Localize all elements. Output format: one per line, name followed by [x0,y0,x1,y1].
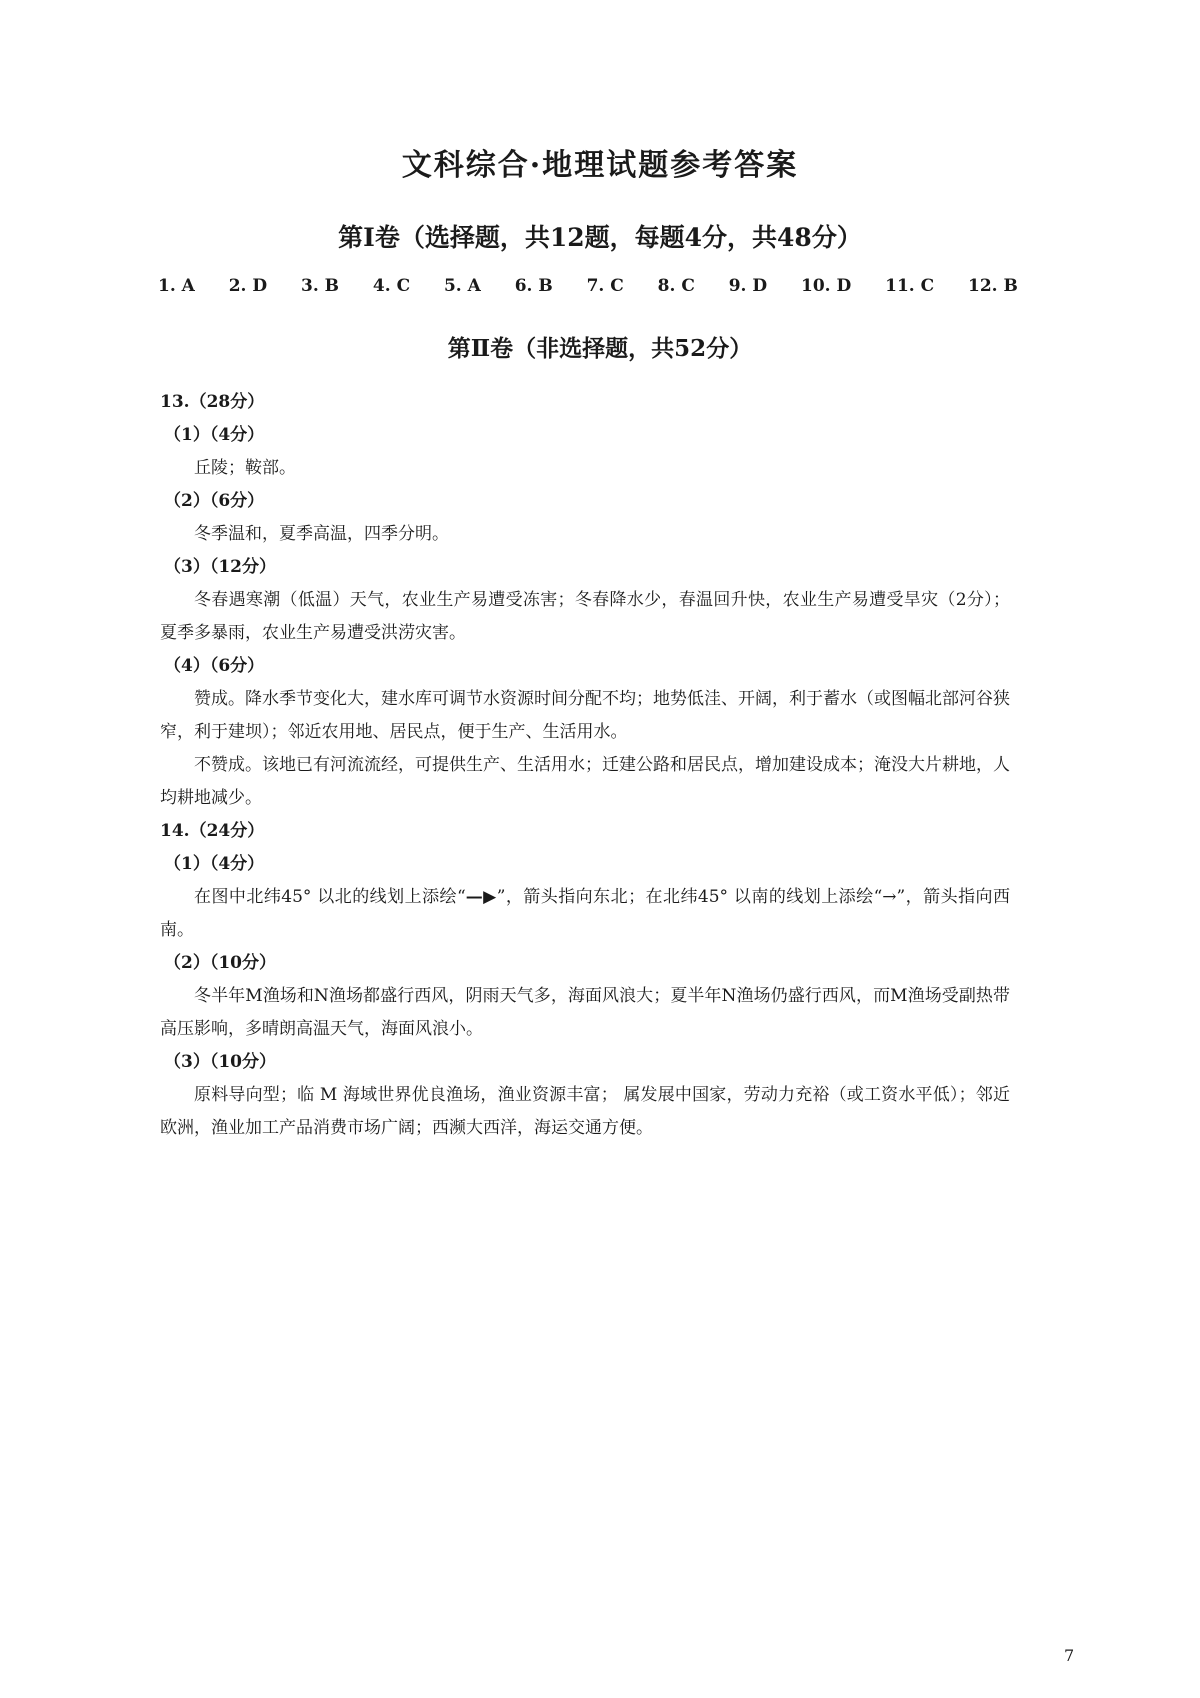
q13-part1-label: （1）（4分） [164,425,265,445]
q13-part2-label: （2）（6分） [164,491,265,511]
q14-part1-text-c: ”，箭头指向西南。 [160,887,1010,940]
section1-heading: 第Ⅰ卷（选择题，共12题，每题4分，共48分） [338,223,862,252]
answer-item: 11. C [885,276,935,296]
answer-item: 10. D [801,276,852,296]
thin-arrow-icon: → [882,887,897,907]
q13-part3-answer: 冬春遇寒潮（低温）天气，农业生产易遭受冻害；冬春降水少，春温回升快，农业生产易遭受旱灾（2分）；夏季多暴雨，农业生产易遭受洪涝灾害。 [160,590,1010,643]
multiple-choice-answers [158,276,1018,296]
q14-part3-label: （3）（10分） [164,1052,276,1072]
q13-part3-label: （3）（12分） [164,557,276,577]
q13-part1-answer: 丘陵；鞍部。 [194,458,296,478]
question-13-label: 13.（28分） [160,392,265,412]
section2-heading: 第Ⅱ卷（非选择题，共52分） [447,335,753,362]
answer-item: 12. B [968,276,1018,296]
answer-item: 2. D [228,276,268,296]
q13-part4-label: （4）（6分） [164,656,265,676]
q14-part2-answer: 冬半年M渔场和N渔场都盛行西风，阴雨天气多，海面风浪大；夏半年N渔场仍盛行西风，而M渔场受副热带高压影响，多晴朗高温天气，海面风浪小。 [160,986,1010,1039]
q14-part3-answer: 原料导向型；临 M 海域世界优良渔场，渔业资源丰富； 属发展中国家，劳动力充裕（或工资水平低）；邻近欧洲，渔业加工产品消费市场广阔；西濒大西洋，海运交通方便。 [160,1085,1010,1138]
answer-item: 1. A [158,276,195,296]
q14-part1-text-b: ”，箭头指向东北；在北纬45° 以南的线划上添绘“ [496,887,883,907]
q13-part4-answer-agree: 赞成。降水季节变化大，建水库可调节水资源时间分配不均；地势低洼、开阔，利于蓄水（或图幅北部河谷狭窄，利于建坝）；邻近农用地、居民点，便于生产、生活用水。 [160,689,1010,742]
answer-item: 6. B [514,276,553,296]
answer-item: 3. B [301,276,340,296]
question-14-label: 14.（24分） [160,821,265,841]
q14-part2-label: （2）（10分） [164,953,276,973]
q14-part1-label: （1）（4分） [164,854,265,874]
answer-item: 5. A [443,276,481,296]
answer-item: 8. C [657,276,695,296]
answer-item: 9. D [728,276,768,296]
answer-content [160,386,1010,1145]
q13-part2-answer: 冬季温和，夏季高温，四季分明。 [194,524,449,544]
q14-part1-text-a: 在图中北纬45° 以北的线划上添绘“ [194,887,466,907]
q14-part1-answer [160,881,1010,947]
page-number: 7 [1064,1646,1075,1665]
answer-item: 4. C [372,276,411,296]
q13-part4-answer-disagree: 不赞成。该地已有河流流经，可提供生产、生活用水；迁建公路和居民点，增加建设成本；淹没大片耕地，人均耕地减少。 [160,755,1010,808]
page-title: 文科综合·地理试题参考答案 [401,148,799,183]
bold-arrow-icon: —▶ [465,887,497,907]
answer-item: 7. C [586,276,624,296]
